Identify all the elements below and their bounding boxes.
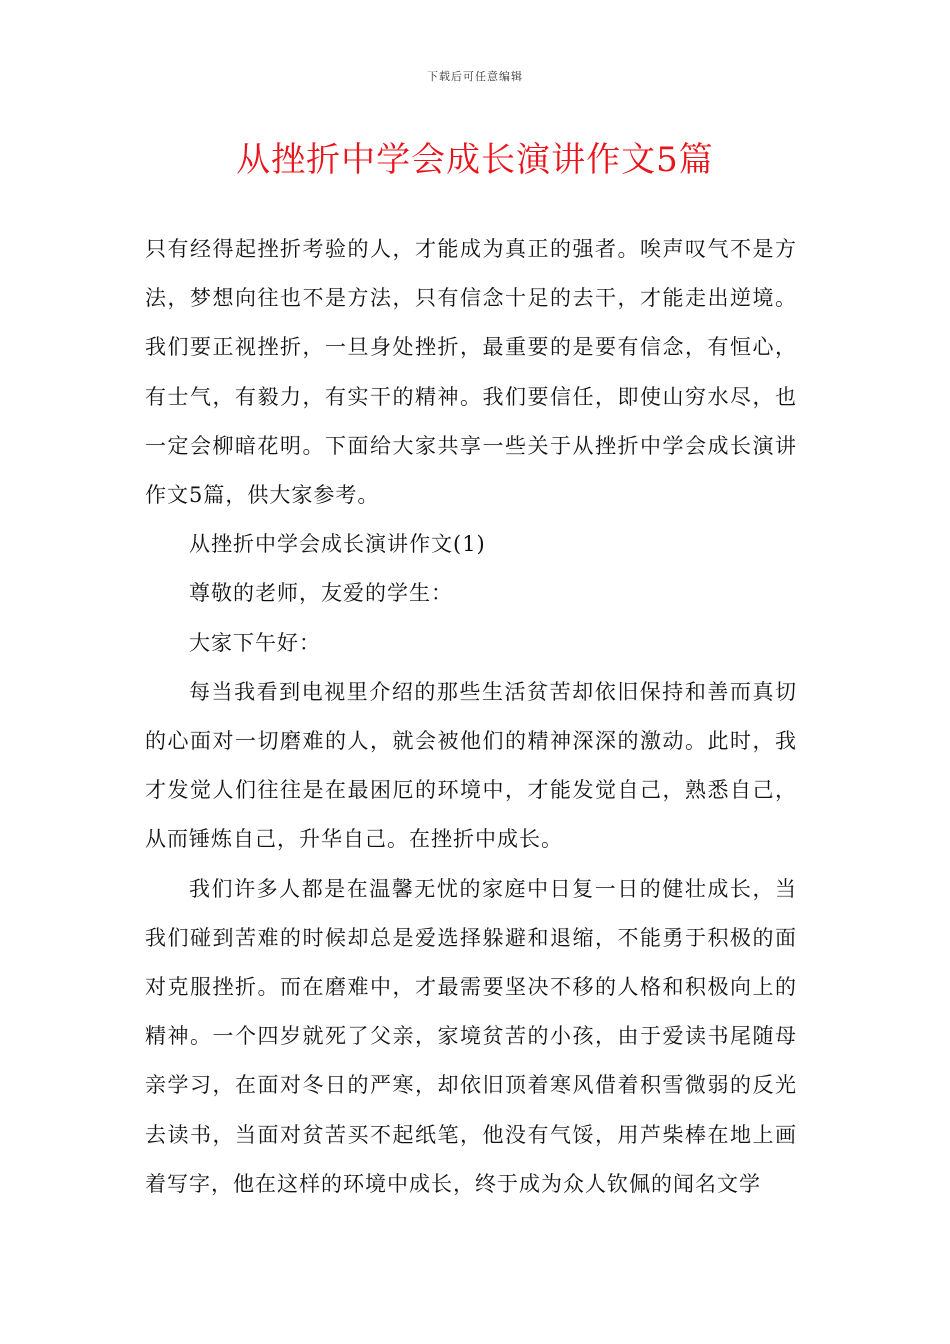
salutation: 尊敬的老师，友爱的学生：	[189, 581, 453, 606]
body-paragraph: 每当我看到电视里介绍的那些生活贫苦却依旧保持和善而真切的心面对一切磨难的人，就会被他们的精神深深的激动。此时，我才发觉人们往往是在最困厄的环境中，才能发觉自己，熟悉自己，从而锤炼自己，升华自己。在挫折中成长。	[145, 679, 797, 852]
greeting: 大家下午好：	[189, 630, 321, 655]
body-paragraph: 我们许多人都是在温馨无忧的家庭中日复一日的健壮成长，当我们碰到苦难的时候却总是爱选择躲避和退缩，不能勇于积极的面对克服挫折。而在磨难中，才最需要坚决不移的人格和积极向上的精神。一个四岁就死了父亲，家境贫苦的小孩，由于爱读书尾随母亲学习，在面对冬日的严寒，却依旧顶着寒风借着积雪微弱的反光去读书，当面对贫苦买不起纸笔，他没有气馁，用芦柴棒在地上画着写字，他在这样的环境中成长，终于成为众人钦佩的闻名文学	[145, 876, 797, 1196]
section-heading: 从挫折中学会成长演讲作文(1)	[189, 532, 486, 557]
document-body	[145, 225, 797, 1209]
intro-paragraph: 只有经得起挫折考验的人，才能成为真正的强者。唉声叹气不是方法，梦想向往也不是方法，只有信念十足的去干，才能走出逆境。我们要正视挫折，一旦身处挫折，最重要的是要有信念，有恒心，有士气，有毅力，有实干的精神。我们要信任，即使山穷水尽，也一定会柳暗花明。下面给大家共享一些关于从挫折中学会成长演讲作文5篇，供大家参考。	[145, 237, 797, 508]
header-note: 下载后可任意编辑	[427, 70, 523, 83]
document-title: 从挫折中学会成长演讲作文5篇	[236, 140, 714, 180]
